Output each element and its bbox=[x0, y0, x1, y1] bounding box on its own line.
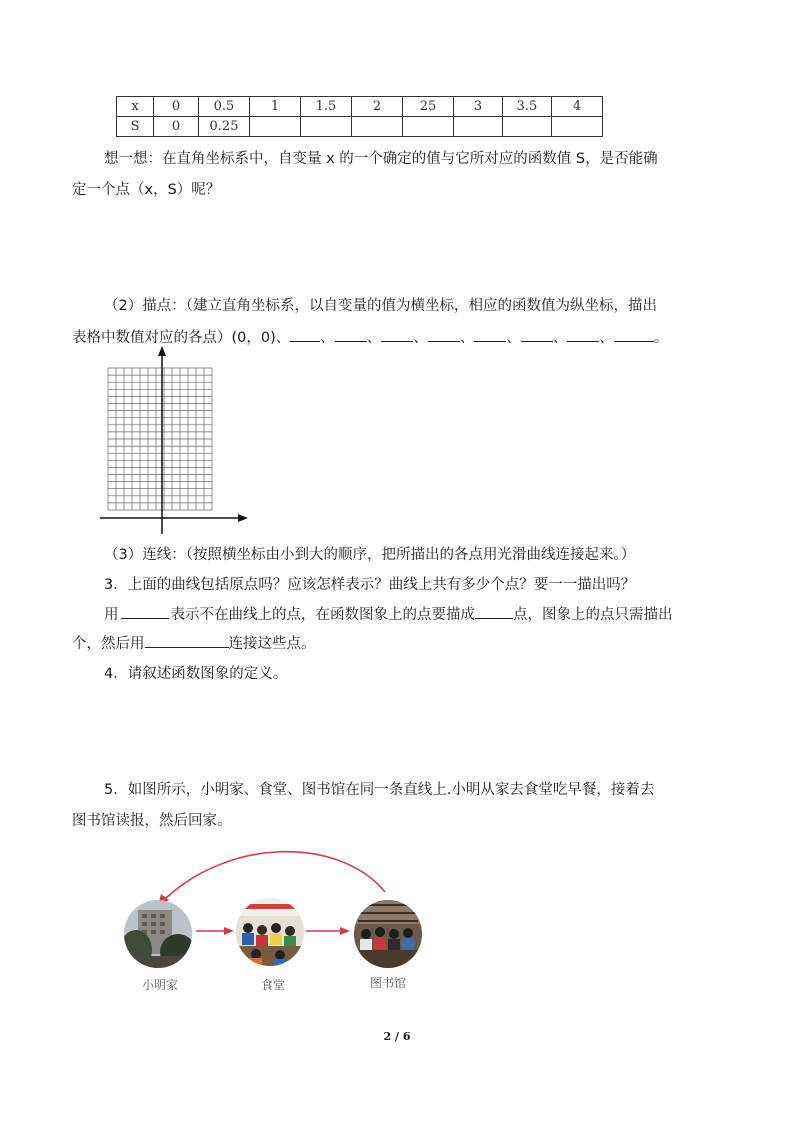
table-row-x bbox=[117, 97, 603, 117]
library-photo bbox=[354, 900, 422, 968]
home-photo bbox=[124, 900, 192, 968]
table-cell bbox=[552, 117, 603, 137]
table-cell bbox=[352, 117, 403, 137]
coordinate-grid bbox=[96, 346, 252, 536]
plot-step-line1: （2）描点：（建立直角坐标系，以自变量的值为横坐标，相应的函数值为纵坐标，描出 bbox=[104, 298, 657, 314]
canteen-label: 食堂 bbox=[261, 978, 286, 992]
separator: 、 bbox=[506, 330, 521, 346]
table-head-s: S bbox=[117, 117, 154, 137]
table-cell: 4 bbox=[552, 97, 603, 117]
sentence-end: 。 bbox=[653, 330, 669, 346]
table-cell: 1 bbox=[250, 97, 301, 117]
table-cell bbox=[250, 117, 301, 137]
separator: 、 bbox=[366, 330, 382, 346]
table-cell: 3.5 bbox=[503, 97, 552, 117]
table-cell: 0.25 bbox=[199, 117, 250, 137]
arrowhead-icon bbox=[224, 927, 234, 935]
table-cell bbox=[503, 117, 552, 137]
table-cell: 25 bbox=[403, 97, 454, 117]
page-number: 2 / 6 bbox=[383, 1030, 411, 1043]
q3-text: 用 bbox=[104, 607, 119, 623]
question-4: 4．请叙述函数图象的定义。 bbox=[104, 666, 288, 682]
table-cell: 3 bbox=[454, 97, 503, 117]
answer-blank[interactable] bbox=[145, 633, 229, 648]
table-cell: 0 bbox=[154, 97, 199, 117]
home-label: 小明家 bbox=[142, 978, 179, 992]
separator: 、 bbox=[459, 330, 475, 346]
arrowhead-icon bbox=[340, 927, 350, 935]
answer-blank[interactable] bbox=[614, 327, 654, 342]
answer-blank[interactable] bbox=[121, 604, 169, 619]
separator: 、 bbox=[320, 330, 335, 346]
question-5-line2: 图书馆读报，然后回家。 bbox=[72, 813, 232, 829]
question-3-line2 bbox=[104, 604, 673, 625]
question-3-line3 bbox=[72, 633, 316, 654]
table-cell: 0 bbox=[154, 117, 199, 137]
table-cell: 1.5 bbox=[301, 97, 352, 117]
q3-text: 点，图象上的点只需描出 bbox=[513, 607, 673, 623]
separator: 、 bbox=[552, 330, 568, 346]
plot-step-line2 bbox=[72, 327, 668, 348]
answer-blank[interactable] bbox=[428, 327, 460, 342]
table-head-x: x bbox=[117, 97, 154, 117]
answer-blank[interactable] bbox=[567, 327, 599, 342]
library-label: 图书馆 bbox=[370, 976, 407, 990]
answer-blank[interactable] bbox=[290, 327, 320, 342]
value-table bbox=[116, 96, 603, 137]
question-3-line1: 3．上面的曲线包括原点吗？应该怎样表示？曲线上共有多少个点？要一一描出吗？ bbox=[104, 577, 636, 593]
table-cell bbox=[403, 117, 454, 137]
answer-blank[interactable] bbox=[475, 604, 513, 619]
route-illustration bbox=[120, 842, 430, 992]
separator: 、 bbox=[413, 330, 428, 346]
think-question-line2: 定一个点（x，S）呢？ bbox=[72, 182, 221, 198]
return-home-arrow bbox=[164, 852, 385, 900]
plot-step-prefix: 表格中数值对应的各点）(0，0)、 bbox=[72, 330, 291, 346]
q3-text: 个，然后用 bbox=[72, 636, 145, 652]
answer-blank[interactable] bbox=[381, 327, 413, 342]
q3-text: 表示不在曲线上的点，在函数图象上的点要描成 bbox=[170, 607, 475, 623]
answer-blank[interactable] bbox=[335, 327, 367, 342]
think-question-line1: 想一想：在直角坐标系中，自变量 x 的一个确定的值与它所对应的函数值 S，是否能确 bbox=[104, 151, 658, 167]
x-axis-arrow-icon bbox=[238, 514, 248, 522]
table-row-s bbox=[117, 117, 603, 137]
separator: 、 bbox=[599, 330, 614, 346]
canteen-photo bbox=[236, 898, 304, 966]
question-5-line1: 5．如图所示，小明家、食堂、图书馆在同一条直线上.小明从家去食堂吃早餐，接着去 bbox=[104, 782, 655, 798]
table-cell bbox=[301, 117, 352, 137]
answer-blank[interactable] bbox=[474, 327, 506, 342]
table-cell bbox=[454, 117, 503, 137]
table-cell: 2 bbox=[352, 97, 403, 117]
q3-text: 连接这些点。 bbox=[228, 636, 316, 652]
table-cell: 0.5 bbox=[199, 97, 250, 117]
coordinate-grid-svg bbox=[96, 346, 252, 536]
connect-step: （3）连线：（按照横坐标由小到大的顺序，把所描出的各点用光滑曲线连接起来。） bbox=[104, 547, 636, 563]
y-axis-arrow-icon bbox=[158, 346, 166, 356]
answer-blank[interactable] bbox=[521, 327, 553, 342]
